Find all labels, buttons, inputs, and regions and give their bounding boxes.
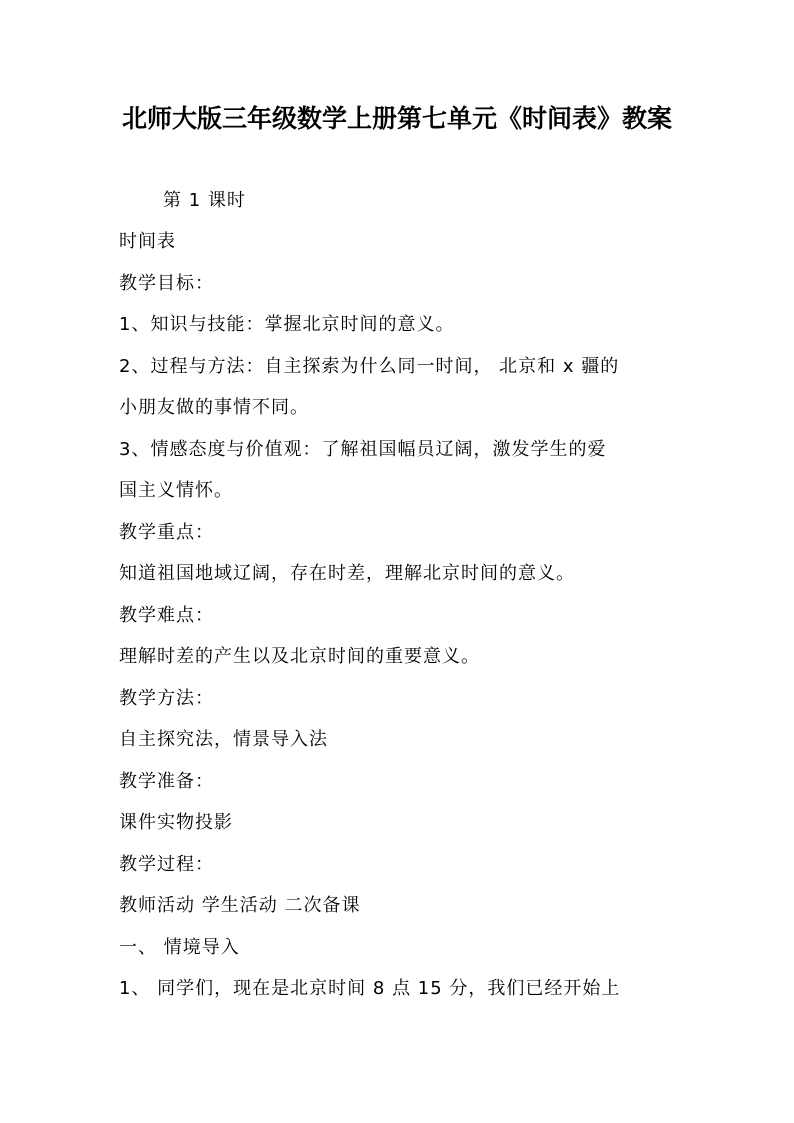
section-heading-preparation: 教学准备： [119, 771, 214, 792]
objective-1: 1、知识与技能：掌握北京时间的意义。 [119, 314, 455, 335]
preparation-text: 课件实物投影 [119, 812, 233, 833]
difficulties-text: 理解时差的产生以及北京时间的重要意义。 [119, 646, 480, 667]
step-1-text: 1、 同学们，现在是北京时间 8 点 15 分，我们已经开始上 [119, 978, 621, 999]
objective-2: 2、过程与方法：自主探索为什么同一时间， 北京和 x 疆的 [119, 356, 620, 377]
lesson-topic: 时间表 [119, 231, 176, 252]
lesson-number: 第 1 课时 [163, 190, 246, 211]
section-heading-difficulties: 教学难点： [119, 605, 214, 626]
document-title: 北师大版三年级数学上册第七单元《时间表》教案 [121, 104, 672, 133]
objective-3-continued: 国主义情怀。 [119, 480, 233, 501]
objective-2-continued: 小朋友做的事情不同。 [119, 397, 309, 418]
section-heading-methods: 教学方法： [119, 688, 214, 709]
section-heading-process: 教学过程： [119, 854, 214, 875]
section-heading-key-points: 教学重点： [119, 522, 214, 543]
process-columns: 教师活动 学生活动 二次备课 [119, 895, 361, 916]
step-heading-intro: 一、 情境导入 [119, 937, 240, 958]
methods-text: 自主探究法，情景导入法 [119, 729, 328, 750]
objective-3: 3、情感态度与价值观：了解祖国幅员辽阔，激发学生的爱 [119, 439, 607, 460]
key-points-text: 知道祖国地域辽阔，存在时差，理解北京时间的意义。 [119, 563, 575, 584]
section-heading-objectives: 教学目标： [119, 273, 214, 294]
